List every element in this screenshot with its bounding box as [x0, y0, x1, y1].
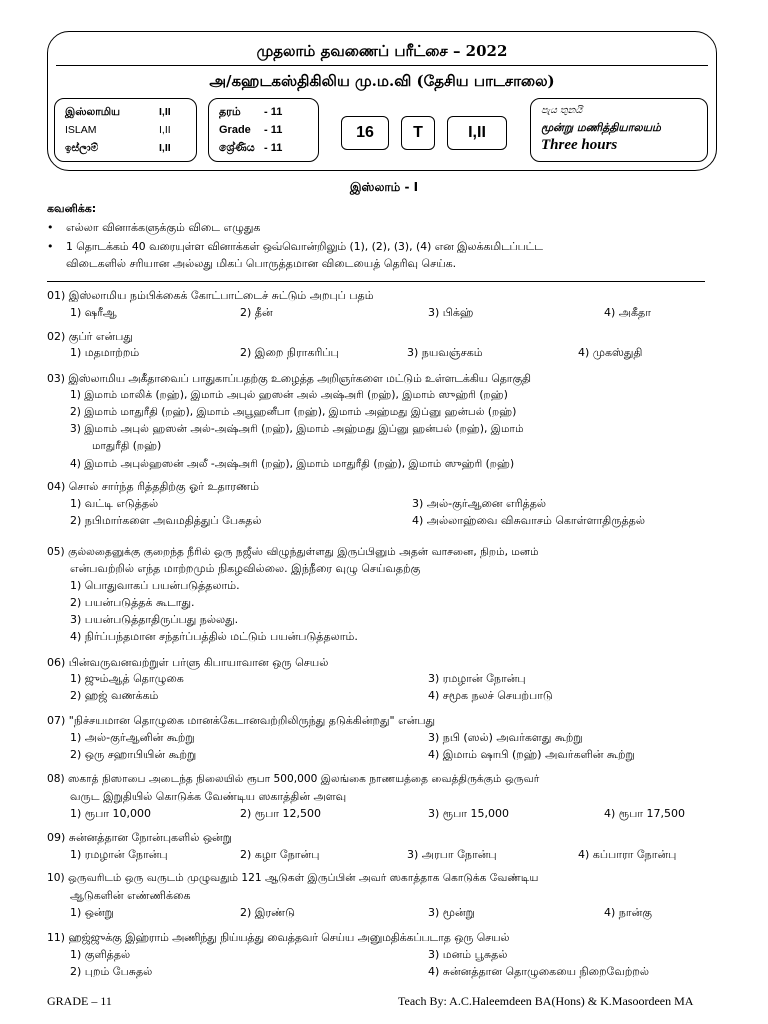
subject-code: I,II — [159, 124, 171, 136]
grade-value: - 11 — [264, 142, 283, 154]
grade-value: - 11 — [264, 124, 283, 136]
answer-option: 4) நான்கு — [604, 906, 652, 919]
answer-option: 1) பொதுவாகப் பயன்படுத்தலாம். — [70, 579, 240, 592]
answer-option: 1) ஷரீஆ — [70, 306, 117, 319]
answer-option: 4) நிர்ப்பந்தமான சந்தர்ப்பத்தில் மட்டும் பயன்படுத்தலாம். — [70, 630, 358, 643]
subject-name: ඉස්ලාම් — [65, 142, 99, 154]
paper-letter-box: T — [401, 116, 435, 150]
answer-option: 4) இமாம் அபுல்ஹஸன் அலீ -அஷ்அரி (றஹ்), இமாம் மாதுரீதி (றஹ்), இமாம் ஸுஹ்ரி (றஹ்) — [70, 458, 515, 470]
instruction-item: விடைகளில் சரியான அல்லது மிகப் பொருத்தமான விடையைத் தெரிவு செய்க. — [66, 257, 457, 270]
answer-option: 1) மதமாற்றம் — [70, 346, 140, 359]
paper-number-box: 16 — [341, 116, 389, 150]
duration-sinhala: පැය තුනයි — [541, 105, 583, 116]
answer-option: 3) பிக்ஹ் — [428, 306, 474, 319]
exam-title: முதலாம் தவணைப் பரீட்சை – 2022 — [256, 42, 508, 60]
answer-option: 4) சுன்னத்தான தொழுகையை நிறைவேற்றல் — [428, 965, 649, 978]
answer-option: 2) நபிமார்களை அவமதித்துப் பேசுதல் — [70, 514, 262, 527]
answer-option: 3) பயன்படுத்தாதிருப்பது நல்லது. — [70, 613, 239, 626]
answer-option: 3) ரமழான் நோன்பு — [428, 672, 526, 685]
answer-option: 3) மூன்று — [428, 906, 475, 919]
answer-option: 2) தீன் — [240, 306, 273, 319]
answer-option: 4) அல்லாஹ்வை விசுவாசம் கொள்ளாதிருத்தல் — [412, 514, 645, 527]
answer-option: 2) ஒரு சஹாபியின் கூற்று — [70, 748, 197, 761]
answer-option: 3) மனம் பூசுதல் — [428, 948, 508, 961]
answer-option: 2) இமாம் மாதுரீதி (றஹ்), இமாம் அபூஹனீபா (றஹ்), இமாம் அஹ்மது இப்னு ஹன்பல் (றஹ்) — [70, 406, 517, 418]
answer-option: 2) ரூபா 12,500 — [240, 807, 322, 820]
question-text: 05) குல்லதைனுக்கு குறைந்த நீரில் ஒரு நஜீஸ் விழுந்துள்ளது இருப்பினும் அதன் வாசனை, நிறம், மனம் — [47, 546, 539, 558]
answer-option: 1) வட்டி எடுத்தல் — [70, 497, 159, 510]
school-name: அ/கஹடகஸ்திகிலிய மு.ம.வி (தேசிய பாடசாலை) — [209, 72, 555, 90]
instruction-item: 1 தொடக்கம் 40 வரையுள்ள வினாக்கள் ஒவ்வொன்றிலும் (1), (2), (3), (4) என இலக்கமிடப்பட்ட — [66, 240, 543, 253]
answer-option: 3) நயவஞ்சகம் — [407, 346, 483, 359]
question-text-continued: ஆடுகளின் எண்ணிக்கை — [70, 889, 191, 902]
answer-option: 3) நபி (ஸல்) அவர்களது கூற்று — [428, 731, 583, 744]
answer-option: 1) குளித்தல் — [70, 948, 131, 961]
answer-option: 1) ரமழான் நோன்பு — [70, 848, 168, 861]
question-text: 09) சுன்னத்தான நோன்புகளில் ஒன்று — [47, 831, 232, 844]
subject-name: ISLAM — [65, 124, 97, 136]
answer-option: 3) ரூபா 15,000 — [428, 807, 510, 820]
question-text-continued: என்பவற்றில் எந்த மாற்றமும் நிகழவில்லை. இந்நீரை வுழு செய்வதற்கு — [70, 562, 421, 575]
answer-option: 2) புறம் பேசுதல் — [70, 965, 153, 978]
question-text: 10) ஒருவரிடம் ஒரு வருடம் முழுவதும் 121 ஆடுகள் இருப்பின் அவர் ஸகாத்தாக கொடுக்க வேண்டிய — [47, 872, 539, 884]
answer-option: 2) பயன்படுத்தக் கூடாது. — [70, 596, 195, 609]
question-text-continued: வருட இறுதியில் கொடுக்க வேண்டிய ஸகாத்தின் அளவு — [70, 790, 347, 803]
grade-box — [208, 98, 319, 162]
subject-name: இஸ்லாமிய — [65, 106, 121, 118]
instructions-heading: கவனிக்க: — [47, 202, 97, 215]
grade-label: ශ්‍රේණිය — [219, 142, 255, 154]
answer-option: 2) கழா நோன்பு — [240, 848, 320, 861]
grade-label: தரம் — [219, 106, 241, 118]
answer-option: 3) அல்-குர்ஆனை எரித்தல் — [412, 497, 547, 510]
duration-box — [530, 98, 708, 162]
question-text: 07) "நிச்சயமான தொழுகை மானக்கேடானவற்றிலிருந்து தடுக்கின்றது" என்பது — [47, 714, 436, 727]
answer-option: 3) அரபா நோன்பு — [407, 848, 497, 861]
answer-option: 3) இமாம் அபுல் ஹஸன் அல்-அஷ்அரி (றஹ்), இமாம் அஹ்மது இப்னு ஹன்பல் (றஹ்), இமாம் — [70, 423, 524, 435]
duration-english: Three hours — [541, 137, 618, 153]
answer-option: 2) இறை நிராகரிப்பு — [240, 346, 339, 359]
answer-option-continued: மாதுரீதி (றஹ்) — [92, 440, 162, 452]
answer-option: 4) ரூபா 17,500 — [604, 807, 686, 820]
answer-option: 1) ஒன்று — [70, 906, 114, 919]
question-text: 06) பின்வருவனவற்றுள் பர்ளு கிபாயாவான ஒரு செயல் — [47, 656, 329, 669]
instructions-divider — [47, 281, 705, 282]
answer-option: 4) இமாம் ஷாபி (றஹ்) அவர்களின் கூற்று — [428, 748, 635, 761]
grade-label: Grade — [219, 124, 251, 136]
answer-option: 1) ஜும்ஆத் தொழுகை — [70, 672, 184, 685]
answer-option: 4) சமூக நலச் செயற்பாடு — [428, 689, 553, 702]
paper-parts-box: I,II — [447, 116, 507, 150]
question-text: 03) இஸ்லாமிய அகீதாவைப் பாதுகாப்பதற்கு உழைத்த அறிஞர்களை மட்டும் உள்ளடக்கிய தொகுதி — [47, 372, 531, 385]
paper-title: இஸ்லாம் - I — [349, 180, 419, 194]
subject-box — [54, 98, 197, 162]
answer-option: 1) ரூபா 10,000 — [70, 807, 152, 820]
header-divider — [56, 65, 708, 66]
answer-option: 2) ஹஜ் வணக்கம் — [70, 689, 159, 702]
instruction-item: எல்லா வினாக்களுக்கும் விடை எழுதுக — [66, 221, 261, 234]
answer-option: 4) முகஸ்துதி — [578, 346, 643, 359]
question-text: 02) குப்ர் என்பது — [47, 330, 133, 343]
footer-grade: GRADE – 11 — [47, 994, 112, 1008]
question-text: 08) ஸகாத் நிஸாபை அடைந்த நிலையில் ரூபா 500,000 இலங்கை நாணயத்தை வைத்திருக்கும் ஒருவர் — [47, 773, 540, 785]
answer-option: 4) அகீதா — [604, 306, 651, 319]
exam-header — [47, 31, 717, 171]
question-text: 11) ஹஜ்ஜுக்கு இஹ்ராம் அணிந்து நிய்யத்து வைத்தவர் செய்ய அனுமதிக்கப்படாத ஒரு செயல் — [47, 931, 510, 944]
question-text: 04) சொல் சார்ந்த ரித்ததிற்கு ஓர் உதாரணம் — [47, 480, 259, 493]
subject-code: I,II — [159, 142, 171, 154]
grade-value: - 11 — [264, 106, 283, 118]
instruction-bullet: • — [47, 221, 54, 234]
footer-teacher: Teach By: A.C.Haleemdeen BA(Hons) & K.Masoordeen MA — [398, 994, 694, 1008]
answer-option: 1) அல்-குர்ஆனின் கூற்று — [70, 731, 195, 744]
answer-option: 2) இரண்டு — [240, 906, 295, 919]
answer-option: 4) கப்பாரா நோன்பு — [578, 848, 677, 861]
duration-tamil: மூன்று மணித்தியாலயம் — [541, 121, 661, 134]
question-text: 01) இஸ்லாமிய நம்பிக்கைக் கோட்பாட்டைச் சுட்டும் அறபுப் பதம் — [47, 289, 374, 302]
answer-option: 1) இமாம் மாலிக் (றஹ்), இமாம் அபுல் ஹஸன் அல் அஷ்அரி (றஹ்), இமாம் ஸுஹ்ரி (றஹ்) — [70, 389, 508, 401]
instruction-bullet: • — [47, 240, 54, 253]
subject-code: I,II — [159, 106, 171, 118]
